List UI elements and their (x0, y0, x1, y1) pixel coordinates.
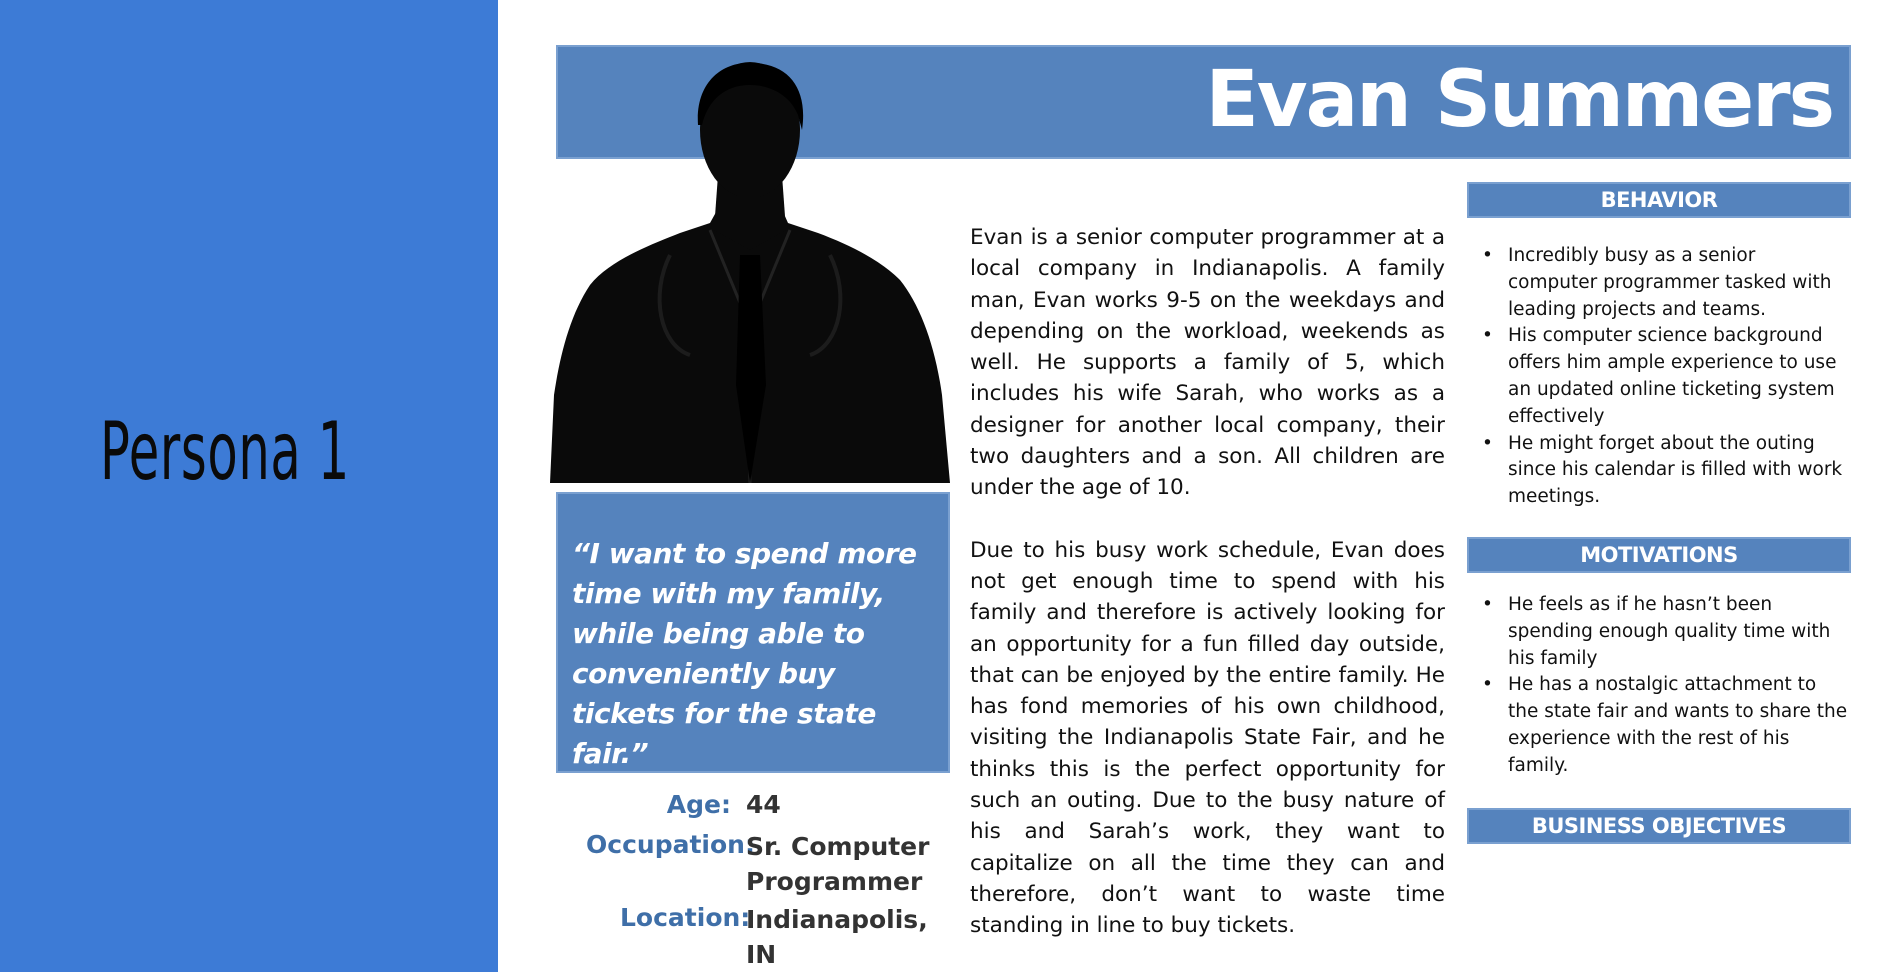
location-label: Location: (620, 903, 751, 932)
behavior-list (1478, 243, 1848, 511)
persona-silhouette-image (550, 55, 950, 483)
bio-paragraph: Due to his busy work schedule, Evan does not get enough time to spend with his family and therefore is actively looking for an opportunity for a fun filled day outside, that can be enjoyed by the entire family. He has fond memories of his own childhood, visiting the Indianapolis State Fair, and he thinks this is the perfect opportunity for such an outing. Due to the busy nature of his and Sarah’s work, they want to capitalize on all the time they can and therefore, don’t want to waste time standing in line to buy tickets. (970, 537, 1445, 939)
quote-box (556, 492, 950, 773)
motivation-item: • He has a nostalgic attachment to the state fair and wants to share the experience with the rest of his family. (1478, 672, 1848, 779)
persona-bio (970, 222, 1445, 942)
business-objectives-header: BUSINESS OBJECTIVES (1467, 808, 1851, 844)
motivation-item: • He feels as if he hasn’t been spending enough quality time with his family (1478, 592, 1848, 672)
age-label: Age: (666, 790, 731, 819)
motivations-list (1478, 592, 1848, 780)
persona-name: Evan Summers (1205, 55, 1833, 145)
location-value-line2: IN (746, 940, 777, 969)
age-value: 44 (746, 790, 781, 819)
motivations-header: MOTIVATIONS (1467, 537, 1851, 573)
behavior-header: BEHAVIOR (1467, 182, 1851, 218)
behavior-item: • He might forget about the outing since his calendar is filled with work meetings. (1478, 431, 1848, 511)
occupation-value-line1: Sr. Computer (746, 832, 930, 861)
behavior-item: • His computer science background offers him ample experience to use an updated online ticketing system effectively (1478, 323, 1848, 430)
occupation-label: Occupation: (586, 830, 755, 859)
bio-paragraph: Evan is a senior computer programmer at a local company in Indianapolis. A family man, Evan works 9-5 on the weekdays and depending on the workload, weekends as well. He supports a family of 5, which includes his wife Sarah, who works as a designer for another local company, their two daughters and a son. All children are under the age of 10. (970, 225, 1445, 501)
persona-quote: “I want to spend more time with my family, while being able to conveniently buy tickets for the state fair.” (572, 537, 917, 770)
behavior-item: • Incredibly busy as a senior computer programmer tasked with leading projects and teams. (1478, 243, 1848, 323)
occupation-value-line2: Programmer (746, 867, 923, 896)
slide-label: Persona 1 (100, 405, 350, 498)
location-value-line1: Indianapolis, (746, 905, 928, 934)
left-panel (0, 0, 498, 972)
